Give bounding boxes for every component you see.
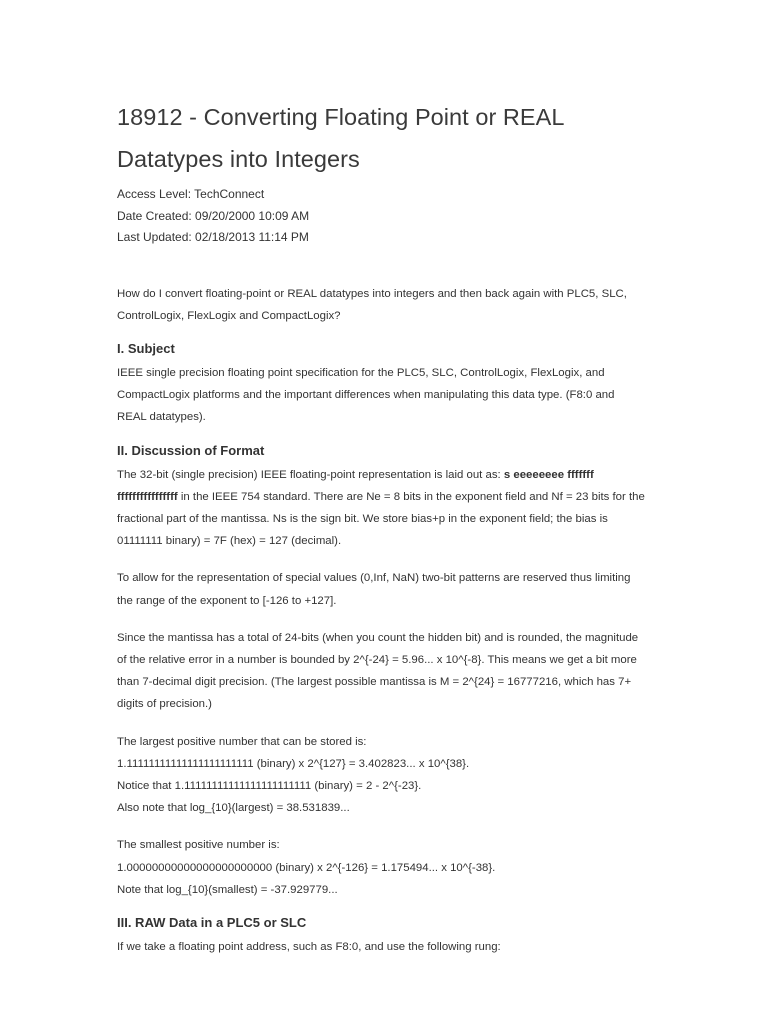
document-page [117,96,657,958]
text-line: REAL datatypes). [117,411,206,424]
question-line: ControlLogix, FlexLogix and CompactLogix? [117,309,341,322]
format-paragraph-1 [117,464,657,553]
text-line: fractional part of the mantissa. Ns is the sign bit. We store bias+p in the exponent field; the bias is [117,512,608,525]
question-paragraph [117,283,657,327]
text-line: CompactLogix platforms and the important differences when manipulating this data type. (F8:0 and [117,389,615,402]
title-line-1: 18912 - Converting Floating Point or REAL [117,104,565,130]
text-run: The 32-bit (single precision) IEEE floating-point representation is laid out as: [117,468,504,481]
text-line: Notice that 1.11111111111111111111111 (binary) = 2 - 2^{-23}. [117,779,422,792]
text-line: than 7-decimal digit precision. (The largest possible mantissa is M = 2^{24} = 16777216, which has 7+ [117,676,632,689]
text-line: of the relative error in a number is bounded by 2^{-24} = 5.96... x 10^{-8}. This means we get a bit more [117,653,637,666]
last-updated: Last Updated: 02/18/2013 11:14 PM [117,230,309,244]
subject-paragraph [117,362,657,429]
format-paragraph-3 [117,627,657,716]
title-line-2: Datatypes into Integers [117,146,360,172]
text-line: Since the mantissa has a total of 24-bits (when you count the hidden bit) and is rounded, the magnitude [117,631,639,644]
bit-layout-bold: ffffffffffffffff [117,490,178,503]
bit-layout-bold: s eeeeeeee fffffff [503,468,594,481]
text-line: The largest positive number that can be stored is: [117,735,367,748]
format-paragraph-2 [117,567,657,611]
raw-data-paragraph [117,936,657,958]
text-line: the range of the exponent to [-126 to +127]. [117,594,337,607]
article-meta [117,184,657,249]
section-heading-raw-data: III. RAW Data in a PLC5 or SLC [117,914,307,930]
page-title [117,96,657,180]
format-paragraph-5 [117,834,657,901]
text-line: 01111111 binary) = 7F (hex) = 127 (decimal). [117,535,342,548]
text-line: Also note that log_{10}(largest) = 38.531839... [117,802,350,815]
section-heading-format: II. Discussion of Format [117,442,265,458]
section-heading-subject: I. Subject [117,340,175,356]
text-run: in the IEEE 754 standard. There are Ne = 8 bits in the exponent field and Nf = 23 bits for the [177,490,645,503]
text-line: The smallest positive number is: [117,839,280,852]
text-line: IEEE single precision floating point specification for the PLC5, SLC, ControlLogix, FlexLogix, and [117,366,605,379]
access-level: Access Level: TechConnect [117,187,265,201]
format-paragraph-4 [117,731,657,820]
date-created: Date Created: 09/20/2000 10:09 AM [117,208,310,223]
text-line: If we take a floating point address, such as F8:0, and use the following rung: [117,940,501,953]
text-line [117,486,657,508]
text-line: 1.00000000000000000000000 (binary) x 2^{-126} = 1.175494... x 10^{-38}. [117,861,496,874]
text-line: To allow for the representation of special values (0,Inf, NaN) two-bit patterns are reserved thus limiting [117,572,631,585]
text-line: Note that log_{10}(smallest) = -37.929779... [117,883,338,896]
text-line [117,464,657,486]
question-line: How do I convert floating-point or REAL datatypes into integers and then back again with PLC5, SLC, [117,287,627,300]
text-line: digits of precision.) [117,698,212,711]
text-line: 1.11111111111111111111111 (binary) x 2^{127} = 3.402823... x 10^{38}. [117,757,470,770]
